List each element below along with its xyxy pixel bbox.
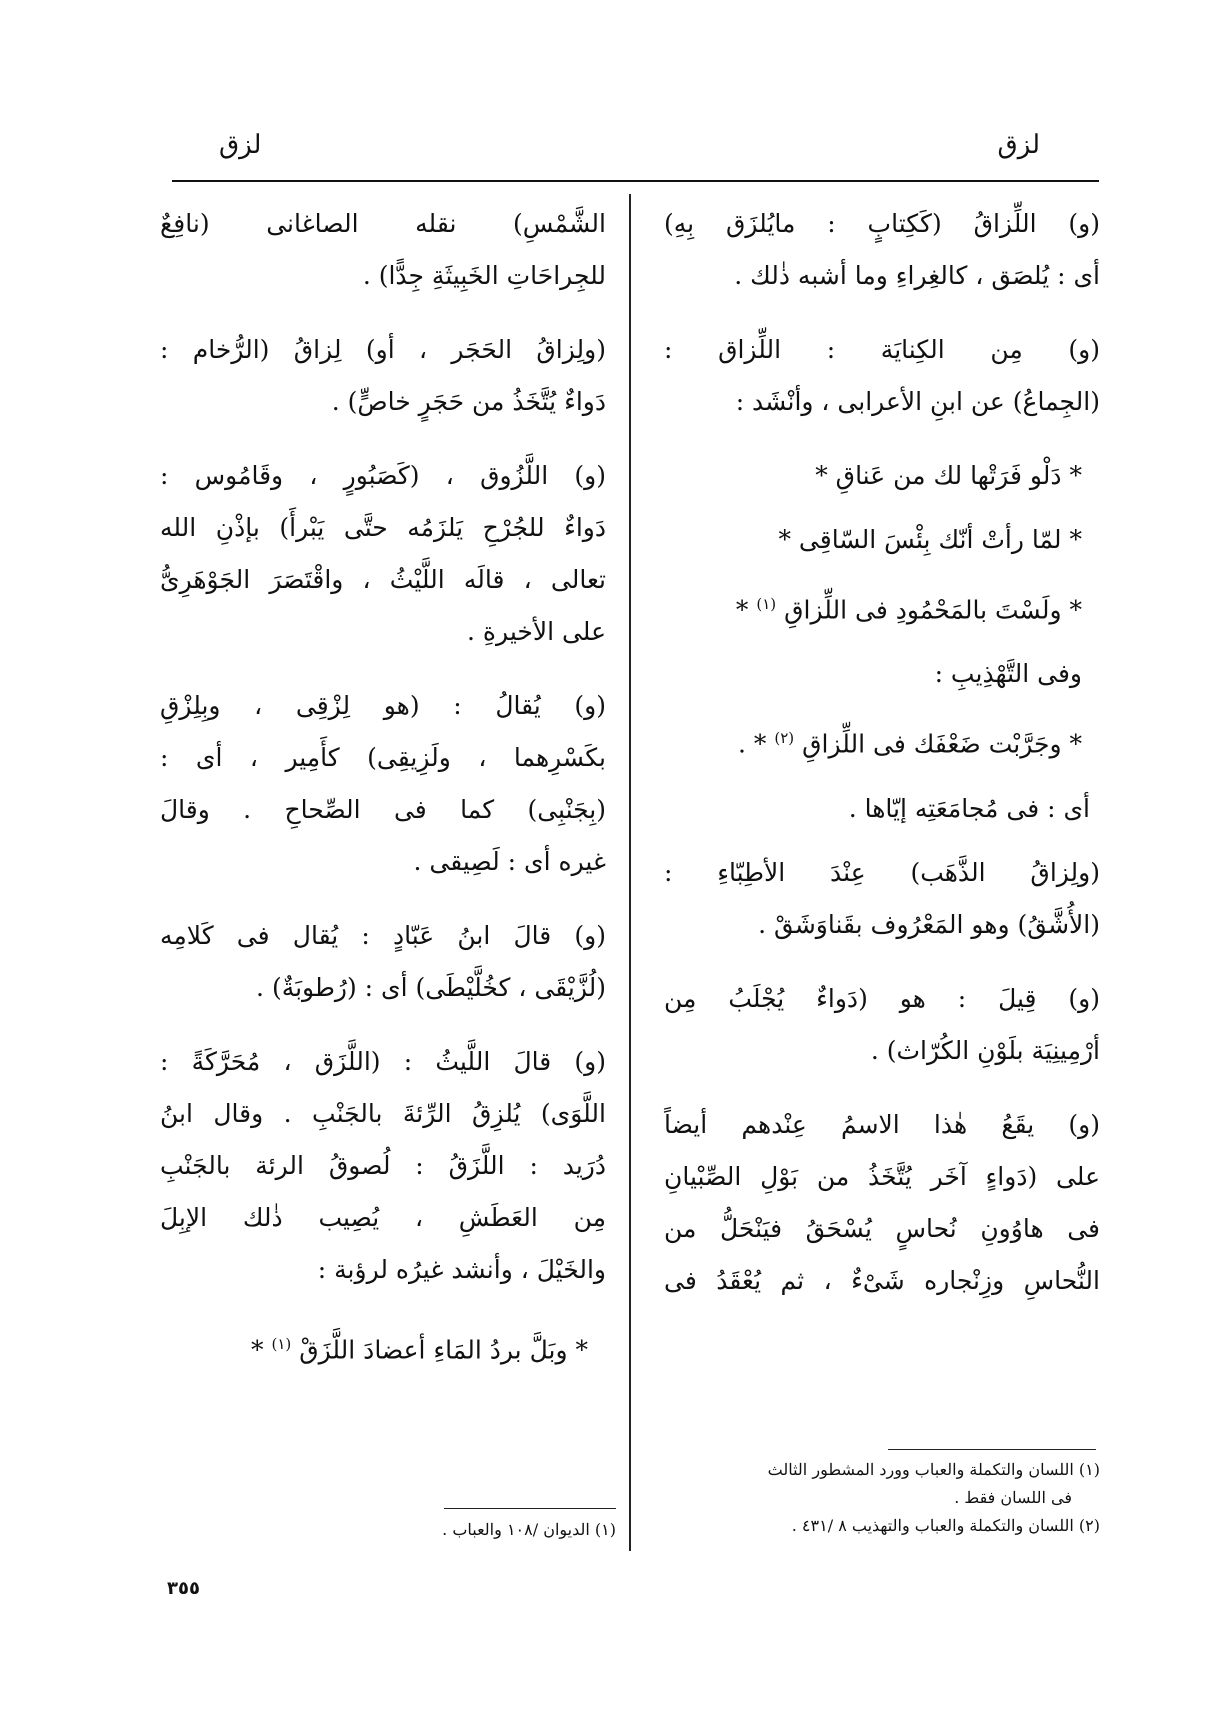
right-column bbox=[664, 198, 1100, 1329]
text-line: بكَسْرِهما ، ولَزِيقِى) كأَمِير ، أى : bbox=[160, 743, 606, 772]
running-head-right: لزق bbox=[997, 130, 1040, 160]
entry-paragraph bbox=[664, 198, 1100, 302]
footnotes-left bbox=[300, 1516, 616, 1544]
footnotes-right bbox=[664, 1456, 1100, 1540]
text-line: الشَّمْسِ) نقله الصاغانى (نافِعٌ bbox=[160, 209, 606, 238]
verse-line bbox=[160, 1318, 606, 1376]
entry-paragraph bbox=[160, 324, 606, 428]
text-line: (و) قالَ اللَّيثُ : (اللَّزَق ، مُحَرَّكَةً : bbox=[160, 1047, 606, 1076]
text-line: (بِجَنْبِى) كما فى الصِّحاحِ . وقالَ bbox=[160, 795, 606, 824]
verse-end-mark: * . bbox=[738, 729, 767, 759]
verse-text: * وجَرَّبْت ضَعْفَك فى اللِّزاقِ bbox=[802, 729, 1082, 759]
header-rule bbox=[172, 180, 1099, 182]
entry-paragraph bbox=[160, 450, 606, 658]
text-line: دَواءٌ للجُرْحِ يَلزَمُه حتَّى يَبْرأَ) بإذْنِ الله bbox=[160, 513, 606, 542]
left-column bbox=[160, 198, 606, 1388]
entry-paragraph bbox=[664, 847, 1100, 951]
text-line: (لُزَّيْقَى ، كخُلَّيْطَى) أى : (رُطوبَةٌ) . bbox=[256, 973, 606, 1002]
text-line: اللَّوَى) يُلزِقُ الرِّئةَ بالجَنْبِ . وقال ابنُ bbox=[160, 1099, 606, 1128]
text-line: (و) يقَعُ هٰذا الاسمُ عِنْدهم أيضاً bbox=[664, 1109, 1100, 1139]
entry-paragraph bbox=[160, 198, 606, 302]
entry-paragraph bbox=[160, 910, 606, 1014]
text-line: مِن العَطَشِ ، يُصِيب ذٰلك الإبِلَ bbox=[160, 1203, 606, 1232]
footnote-marker: (١) bbox=[271, 1335, 292, 1353]
entry-paragraph bbox=[664, 324, 1100, 428]
entry-paragraph bbox=[664, 1099, 1100, 1307]
text-line: (و) يُقالُ : (هو لِزْقِى ، وبِلِزْقِ bbox=[160, 691, 606, 720]
footnote: (١) اللسان والتكملة والعباب وورد المشطور الثالث bbox=[767, 1460, 1100, 1479]
running-head-left: لزق bbox=[219, 130, 262, 160]
entry-paragraph bbox=[664, 973, 1100, 1077]
verse-end-mark: * bbox=[735, 595, 749, 625]
text-line: (الجِماعُ) عن ابنِ الأعرابى ، وأنْشَد : bbox=[735, 387, 1100, 416]
verse-line bbox=[664, 712, 1100, 770]
verse-line: * دَلْو فَرَتْها لك من عَناقِ * bbox=[815, 461, 1082, 490]
entry-paragraph bbox=[160, 1036, 606, 1296]
text-line: (الأُشَّقُ) وهو المَعْرُوف بقَناوَشَقْ . bbox=[758, 909, 1100, 939]
verse-text: * وبَلَّ بردُ المَاءِ أعضادَ اللَّزَقْ bbox=[299, 1335, 588, 1365]
text-line: تعالى ، قالَه اللَّيْثُ ، واقْتَصَرَ الجَوْهَرِىُّ bbox=[160, 565, 606, 594]
text-line: أرْمِينِيَة بلَوْنِ الكُرّاث) . bbox=[870, 1035, 1100, 1065]
text-line: فى هاوُونِ نُحاسٍ يُسْحَقُ فيَنْحَلُّ من bbox=[664, 1213, 1100, 1243]
text-line: والخَيْلَ ، وأنشد غيرُه لرؤبة : bbox=[317, 1255, 606, 1284]
footnote-marker: (١) bbox=[756, 595, 777, 613]
page-number: ٣٥٥ bbox=[167, 1578, 200, 1599]
verse-text: * ولَسْتَ بالمَحْمُودِ فى اللِّزاقِ bbox=[784, 595, 1082, 625]
entry-paragraph bbox=[160, 680, 606, 888]
verse-end-mark: * bbox=[251, 1335, 264, 1365]
text-line: (ولِزاقُ الذَّهَب) عِنْدَ الأطِبّاءِ : bbox=[664, 857, 1100, 887]
text-line: أى : يُلصَق ، كالغِراءِ وما أشبه ذٰلك . bbox=[734, 261, 1100, 290]
text-line: (و) اللَّزُوق ، (كَصَبُورٍ ، وقَامُوس : bbox=[160, 461, 606, 490]
column-divider bbox=[629, 194, 631, 1551]
footnote-rule-right bbox=[888, 1449, 1096, 1450]
footnote: (١) الديوان /١٠٨ والعباب . bbox=[442, 1520, 616, 1539]
footnote-marker: (٢) bbox=[774, 729, 795, 748]
text-line: (و) مِن الكِنايَة : اللِّزاق : bbox=[664, 335, 1100, 364]
text-line: على الأخيرةِ . bbox=[467, 617, 606, 646]
text-line: دُرَيد : اللَّزَقُ : لُصوقُ الرئة بالجَنْبِ bbox=[160, 1151, 606, 1180]
text-line: للجِراحَاتِ الخَبِيثَةِ جِدًّا) . bbox=[362, 261, 606, 290]
text-line: النُّحاسِ وزِنْجاره شَىْءٌ ، ثم يُعْقَدُ فى bbox=[664, 1265, 1100, 1295]
verse-line bbox=[664, 578, 1100, 636]
explanation-line: أى : فى مُجامَعَتِه إيّاها . bbox=[848, 793, 1090, 823]
footnote-rule-left bbox=[444, 1508, 616, 1509]
source-label: وفى التَّهْذِيبِ : bbox=[934, 659, 1082, 689]
text-line: على (دَواءٍ آخَر يُتَّخَذُ من بَوْلِ الصِّبْيانِ bbox=[664, 1161, 1100, 1191]
footnote: (٢) اللسان والتكملة والعباب والتهذيب ٨ /٤٣١ . bbox=[791, 1516, 1100, 1535]
verse-line: * لمّا رأتْ أنّك بِئْسَ السّاقِى * bbox=[778, 525, 1082, 554]
text-line: (و) اللِّزاقُ (كَكِتابٍ : مايُلزَق بِهِ) bbox=[664, 209, 1100, 238]
text-line: (ولِزاقُ الحَجَر ، أو) لِزاقُ (الرُّخام : bbox=[160, 335, 606, 364]
text-line: دَواءٌ يُتَّخَذُ من حَجَرٍ خاصٍّ) . bbox=[331, 387, 606, 416]
footnote: فى اللسان فقط . bbox=[954, 1488, 1072, 1507]
text-line: غيره أى : لَصِيقى . bbox=[413, 847, 606, 876]
text-line: (و) قالَ ابنُ عَبّادٍ : يُقال فى كَلامِه bbox=[160, 921, 606, 950]
text-line: (و) قِيلَ : هو (دَواءٌ يُجْلَبُ مِن bbox=[664, 983, 1100, 1013]
